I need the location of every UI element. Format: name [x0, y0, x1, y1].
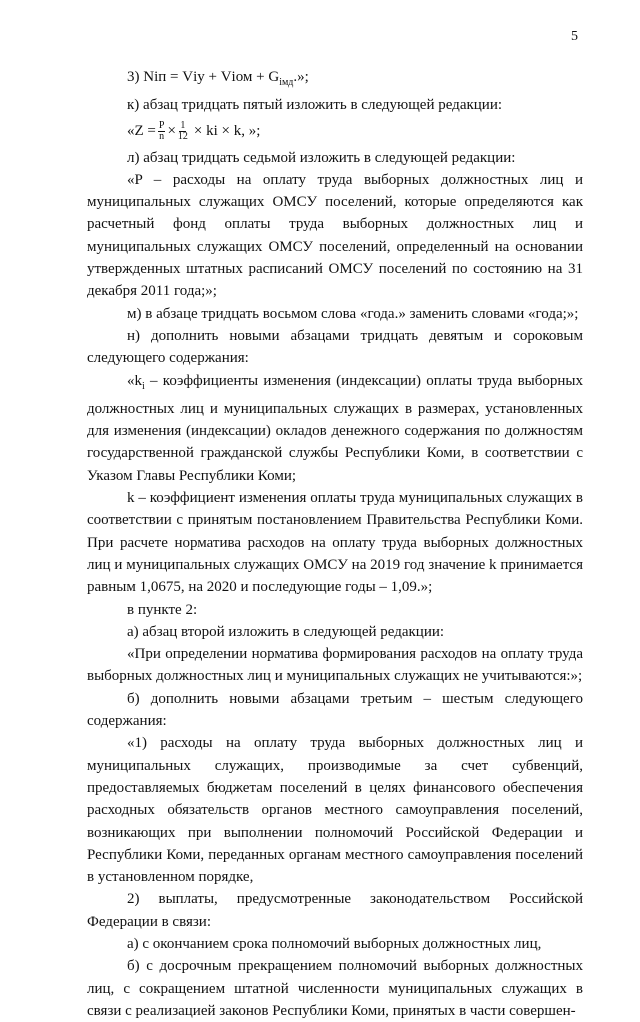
paragraph-k: к) абзац тридцать пятый изложить в следующей редакции: — [127, 97, 503, 114]
formula-n-end: .»; — [293, 69, 309, 85]
formula-n-subscript: імд — [279, 77, 294, 88]
formula-times: × — [167, 123, 176, 140]
fraction-numerator: P — [158, 120, 165, 132]
ki-subscript: i — [142, 380, 145, 392]
formula-n-line — [87, 66, 583, 94]
paragraph-2b: б) с досрочным прекращением полномочий выборных должностных лиц, с сокращением штатной численности муниципальных служащих в связи с реализацией законов Республики Коми, принятых в части совершен- — [87, 958, 583, 1019]
formula-z — [87, 117, 583, 147]
paragraph-n: н) дополнить новыми абзацами тридцать девятым и сороковым следующего содержания: — [87, 327, 583, 367]
paragraph-l: л) абзац тридцать седьмой изложить в следующей редакции: — [127, 149, 516, 166]
fraction-p-n — [158, 121, 166, 142]
ki-rest: – коэффициенты изменения (индексации) оплаты труда выборных должностных лиц и муниципальных служащих в размерах, установленных для изменения (индексации) окладов денежного содержания по должностям государственной гражданской службы Республики Коми, в соответствии с Указом Главы Республики Коми; — [87, 372, 583, 484]
fraction-numerator: 1 — [180, 120, 186, 132]
paragraph-2: 2) выплаты, предусмотренные законодательством Российской Федерации в связи: — [87, 891, 583, 930]
formula-z-start: «Z = — [127, 123, 156, 140]
paragraph-b: б) дополнить новыми абзацами третьим – шестым следующего содержания: — [87, 690, 583, 730]
paragraph-k-definition: k – коэффициент изменения оплаты труда муниципальных служащих в соответствии с принятым постановлением Правительства Республики Коми. При расчете норматива расходов на оплату труда выборных должностных лиц и муниципальных служащих ОМСУ на 2019 год значение k принимается равным 1,0675, на 2020 и последующие годы – 1,09.»; — [87, 490, 583, 596]
formula-z-rest: × ki × k, »; — [193, 123, 261, 140]
paragraph-point-2: в пункте 2: — [127, 601, 198, 618]
fraction-1-12 — [178, 121, 188, 142]
paragraph-1: «1) расходы на оплату труда выборных должностных лиц и муниципальных служащих, производимые за счет субвенций, предоставляемых бюджетам поселений в целях финансового обеспечения расходных обязательств органов местного самоуправления поселений, возникающих при выполнении полномочий Российской Федерации и Республики Коми, переданных органам местного самоуправления поселений в установленном порядке, — [87, 735, 583, 886]
ki-start: «k — [127, 372, 142, 389]
formula-n-text: 3) Nіп = Vіу + Vіом + G — [127, 69, 280, 85]
document-body — [87, 66, 583, 1022]
paragraph-p-definition: «P – расходы на оплату труда выборных должностных лиц и муниципальных служащих ОМСУ поселений, которые определяются как расчетный фонд оплаты труда выборных должностных лиц и муниципальных служащих ОМСУ поселений, определенный на основании утвержденных штатных расписаний ОМСУ поселений по состоянию на 31 декабря 2011 года;»; — [87, 171, 583, 300]
paragraph-ki-definition — [87, 370, 583, 487]
fraction-denominator: n — [159, 131, 165, 143]
paragraph-m: м) в абзаце тридцать восьмом слова «года.» заменить словами «года;»; — [127, 305, 579, 322]
paragraph-a: а) абзац второй изложить в следующей редакции: — [127, 623, 445, 640]
fraction-denominator: 12 — [177, 131, 188, 143]
paragraph-2a: а) с окончанием срока полномочий выборных должностных лиц, — [127, 935, 542, 952]
paragraph-quote: «При определении норматива формирования расходов на оплату труда выборных должностных лиц и муниципальных служащих не учитываются:»; — [87, 646, 583, 685]
page-number: 5 — [571, 29, 578, 44]
